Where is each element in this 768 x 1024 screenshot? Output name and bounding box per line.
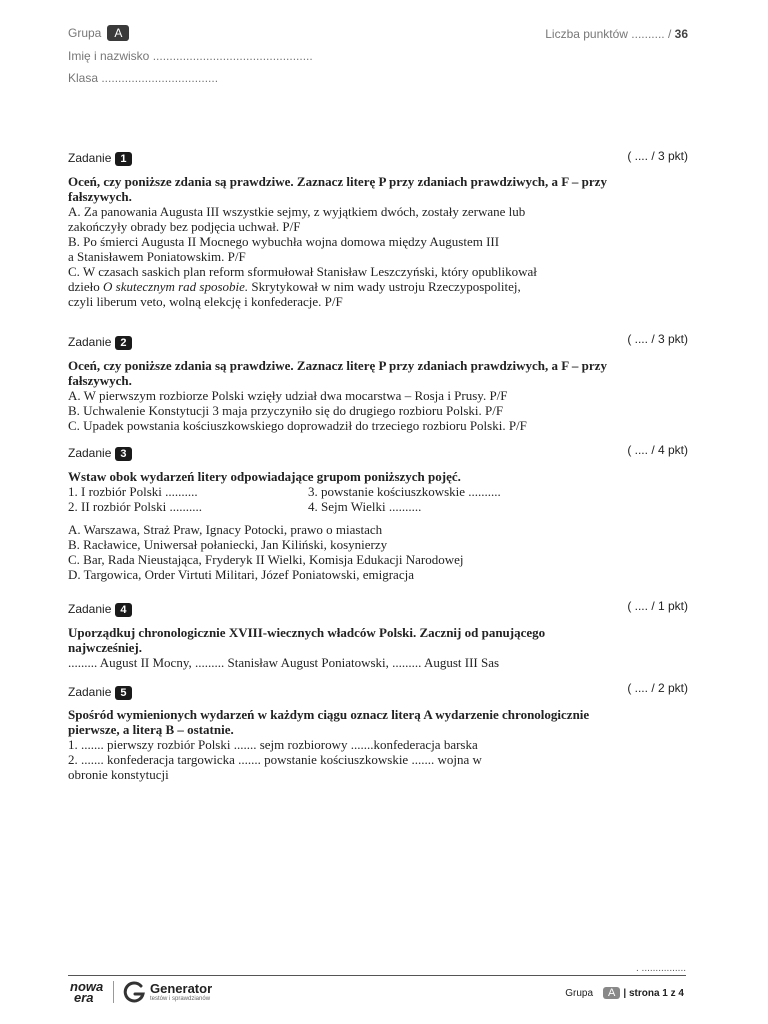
task-5-header: [68, 685, 132, 700]
task-3-body: [68, 469, 613, 582]
task-label: Zadanie: [68, 446, 112, 460]
task-label: Zadanie: [68, 151, 112, 165]
task-instruction: Oceń, czy poniższe zdania są prawdziwe. Zaznacz literę P przy zdaniach prawdziwych, a F – przy fałszywych.: [68, 358, 607, 388]
task-1-points: ( .... / 3 pkt): [627, 149, 688, 163]
generator-subtitle: testów i sprawdzianów: [150, 996, 211, 1002]
logo-separator: [113, 981, 114, 1003]
task-label: Zadanie: [68, 602, 112, 616]
text-fragment: Skrytykował w nim wady ustroju Rzeczypospolitej,: [248, 279, 521, 294]
book-title: O skutecznym rad sposobie.: [103, 279, 249, 294]
statement-line: C. W czasach saskich plan reform sformułował Stanisław Leszczyński, który opublikował: [68, 264, 537, 279]
statement-line: a Stanisławem Poniatowskim. P/F: [68, 249, 246, 264]
group-badge: A: [107, 25, 129, 41]
footer-divider: [68, 975, 686, 976]
task-4-header: [68, 602, 132, 617]
event-item: 4. Sejm Wielki ..........: [308, 499, 422, 514]
logo-text-nowa: nowa: [70, 979, 104, 994]
task-number-badge: 3: [115, 447, 131, 461]
option-line: B. Racławice, Uniwersał połaniecki, Jan Kiliński, kosynierzy: [68, 537, 388, 552]
option-line: D. Targowica, Order Virtuti Militari, Józef Poniatowski, emigracja: [68, 567, 414, 582]
event-item: 3. powstanie kościuszkowskie ..........: [308, 484, 501, 499]
ordering-line: ......... August II Mocny, ......... Stanisław August Poniatowski, ......... August III Sas: [68, 655, 500, 670]
events-grid: [68, 484, 613, 514]
points-label: Liczba punktów .......... /: [545, 27, 672, 41]
task-1-body: [68, 174, 613, 309]
footer-dots: . ................: [635, 963, 686, 974]
logo-text-era: era: [74, 990, 94, 1005]
task-number-badge: 5: [115, 686, 131, 700]
statement-line: [68, 279, 613, 294]
statement-line: zakończyły obrady bez podjęcia uchwał. P/F: [68, 219, 301, 234]
points-summary: [545, 27, 688, 41]
task-1-header: [68, 151, 132, 166]
points-total: 36: [674, 27, 688, 41]
option-line: A. Warszawa, Straż Praw, Ignacy Potocki, prawo o miastach: [68, 522, 383, 537]
event-item: 2. II rozbiór Polski ..........: [68, 499, 202, 514]
statement-line: B. Po śmierci Augusta II Mocnego wybuchła wojna domowa między Augustem III: [68, 234, 500, 249]
sequence-line: 1. ....... pierwszy rozbiór Polski ....... sejm rozbiorowy .......konfederacja barska: [68, 737, 478, 752]
statement-line: B. Uchwalenie Konstytucji 3 maja przyczyniło się do drugiego rozbioru Polski. P/F: [68, 403, 504, 418]
task-3-points: ( .... / 4 pkt): [627, 443, 688, 457]
task-3-header: [68, 446, 132, 461]
task-4-body: [68, 625, 613, 670]
task-label: Zadanie: [68, 685, 112, 699]
footer-page-info: [565, 987, 684, 999]
task-instruction: Spośród wymienionych wydarzeń w każdym ciągu oznacz literą A wydarzenie chronologicznie pierwsze, a literą B – ostatnie.: [68, 707, 590, 737]
footer-group-badge: A: [603, 987, 620, 999]
task-2-header: [68, 335, 132, 350]
text-fragment: dzieło: [68, 279, 104, 294]
generator-logo: [122, 980, 213, 1009]
nowa-era-logo: [70, 981, 103, 1003]
task-instruction: Uporządkuj chronologicznie XVIII-wiecznych władców Polski. Zacznij od panującego najwcześniej.: [68, 625, 546, 655]
group-label: Grupa: [68, 26, 102, 40]
page-number: | strona 1 z 4: [623, 988, 684, 999]
option-line: C. Bar, Rada Nieustająca, Fryderyk II Wielki, Komisja Edukacji Narodowej: [68, 552, 464, 567]
footer-group-label: Grupa: [565, 988, 594, 999]
class-field[interactable]: Klasa ...................................: [68, 71, 219, 85]
task-number-badge: 2: [115, 336, 131, 350]
task-instruction: Wstaw obok wydarzeń litery odpowiadające grupom poniższych pojęć.: [68, 469, 461, 484]
task-number-badge: 4: [115, 603, 131, 617]
statement-line: czyli liberum veto, wolną elekcję i konfederacje. P/F: [68, 294, 343, 309]
group-label-row: [68, 25, 129, 41]
task-label: Zadanie: [68, 335, 112, 349]
generator-g-icon: [122, 980, 146, 1004]
task-number-badge: 1: [115, 152, 131, 166]
task-4-points: ( .... / 1 pkt): [627, 599, 688, 613]
statement-line: A. Za panowania Augusta III wszystkie sejmy, z wyjątkiem dwóch, zostały zerwane lub: [68, 204, 526, 219]
sequence-line: 2. ....... konfederacja targowicka ....... powstanie kościuszkowskie ....... wojna w: [68, 752, 482, 767]
task-2-body: [68, 358, 613, 433]
event-item: 1. I rozbiór Polski ..........: [68, 484, 198, 499]
task-instruction: Oceń, czy poniższe zdania są prawdziwe. Zaznacz literę P przy zdaniach prawdziwych, a F – przy fałszywych.: [68, 174, 607, 204]
task-5-body: [68, 707, 613, 782]
statement-line: A. W pierwszym rozbiorze Polski wzięły udział dwa mocarstwa – Rosja i Prusy. P/F: [68, 388, 508, 403]
generator-title: Generator: [150, 981, 213, 996]
statement-line: C. Upadek powstania kościuszkowskiego doprowadził do trzeciego rozbioru Polski. P/F: [68, 418, 527, 433]
task-5-points: ( .... / 2 pkt): [627, 681, 688, 695]
name-field[interactable]: Imię i nazwisko ................................................: [68, 49, 313, 63]
task-2-points: ( .... / 3 pkt): [627, 332, 688, 346]
sequence-line: obronie konstytucji: [68, 767, 169, 782]
